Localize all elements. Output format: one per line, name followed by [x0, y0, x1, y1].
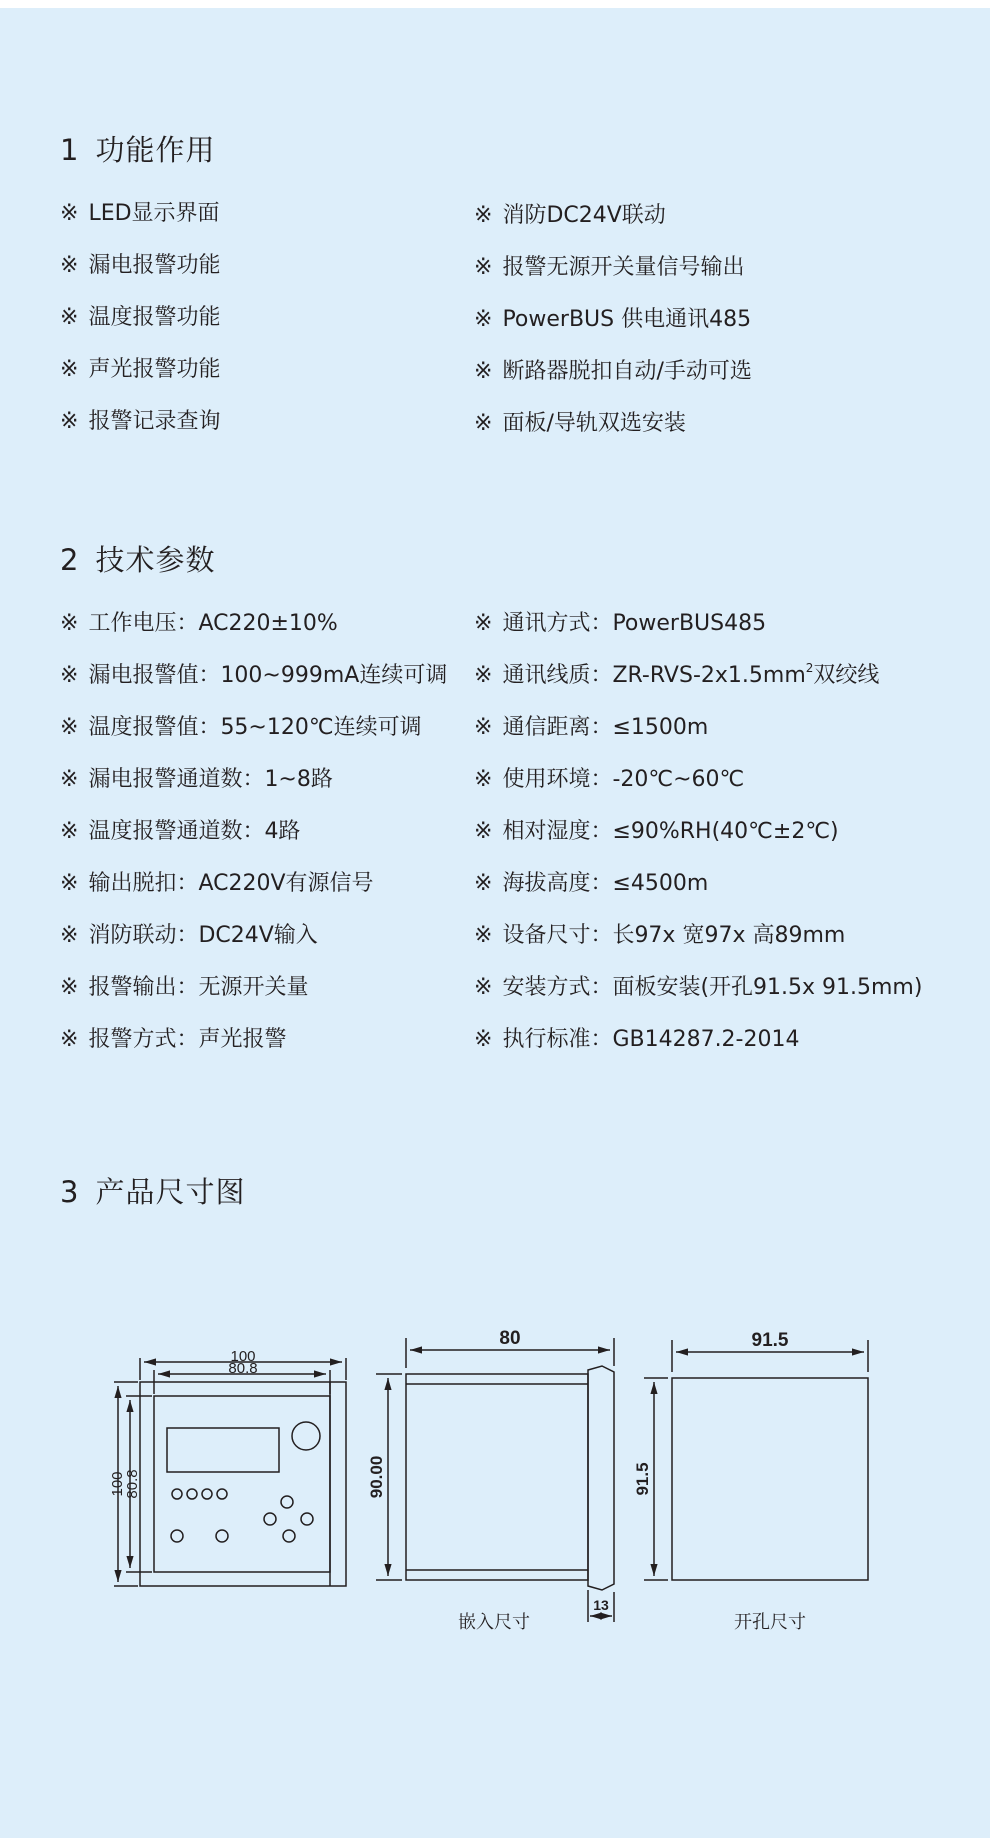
spec-text: 相对湿度：≤90%RH(40℃±2℃): [502, 819, 839, 844]
spec-text: 通讯线质：ZR-RVS-2x1.5mm: [502, 663, 806, 688]
reference-mark-icon: ※: [474, 359, 493, 384]
spec-text: 温度报警通道数：4路: [88, 819, 301, 844]
button-icon: [281, 1496, 293, 1508]
spec-text: 安装方式：面板安装(开孔91.5x 91.5mm): [502, 975, 923, 1000]
reference-mark-icon: ※: [60, 611, 79, 636]
reference-mark-icon: ※: [60, 253, 79, 278]
reference-mark-icon: ※: [474, 411, 493, 436]
button-icon: [171, 1530, 183, 1542]
side-view-drawing: [376, 1338, 614, 1622]
button-icon: [283, 1530, 295, 1542]
reference-mark-icon: ※: [60, 975, 79, 1000]
superscript-two: 2: [805, 661, 814, 675]
feature-text: 漏电报警功能: [88, 253, 221, 278]
feature-text: 报警记录查询: [88, 409, 221, 434]
spec-text-suffix: 双绞线: [813, 663, 880, 688]
dim-front-height-inner: 80.8: [124, 1469, 141, 1499]
front-view-drawing: [114, 1358, 346, 1586]
spec-text: 通信距离：≤1500m: [502, 715, 709, 740]
dim-side-bezel: 13: [593, 1597, 609, 1613]
section-title-text: 功能作用: [95, 133, 216, 167]
reference-mark-icon: ※: [474, 203, 493, 228]
spec-text: 温度报警值：55~120℃连续可调: [88, 715, 422, 740]
reference-mark-icon: ※: [474, 715, 493, 740]
feature-text: 消防DC24V联动: [502, 203, 666, 228]
feature-text: 面板/导轨双选安装: [502, 411, 686, 436]
feature-text: 报警无源开关量信号输出: [502, 255, 745, 280]
reference-mark-icon: ※: [60, 305, 79, 330]
section-number: 2: [60, 543, 80, 577]
spec-text: 工作电压：AC220±10%: [88, 611, 338, 636]
section-number: 3: [60, 1175, 80, 1209]
indicator-led-icon: [202, 1489, 212, 1499]
button-icon: [301, 1513, 313, 1525]
spec-text: 消防联动：DC24V输入: [88, 923, 318, 948]
reference-mark-icon: ※: [60, 1027, 79, 1052]
reference-mark-icon: ※: [474, 871, 493, 896]
spec-text: 漏电报警通道数：1~8路: [88, 767, 333, 792]
reference-mark-icon: ※: [474, 255, 493, 280]
dim-cutout-height: 91.5: [633, 1462, 652, 1496]
cutout-caption: 开孔尺寸: [734, 1612, 806, 1633]
reference-mark-icon: ※: [60, 767, 79, 792]
spec-text: 执行标准：GB14287.2-2014: [502, 1027, 800, 1052]
reference-mark-icon: ※: [60, 923, 79, 948]
button-icon: [216, 1530, 228, 1542]
dim-cutout-width: 91.5: [751, 1330, 789, 1351]
spec-text: 通讯方式：PowerBUS485: [502, 611, 767, 636]
spec-text: 报警方式：声光报警: [88, 1027, 287, 1052]
reference-mark-icon: ※: [474, 1027, 493, 1052]
feature-text: PowerBUS 供电通讯485: [502, 307, 752, 332]
dim-side-height: 90.00: [367, 1455, 386, 1499]
lcd-display: [167, 1428, 279, 1472]
reference-mark-icon: ※: [60, 409, 79, 434]
indicator-led-icon: [187, 1489, 197, 1499]
spec-text: 设备尺寸：长97x 宽97x 高89mm: [502, 923, 846, 948]
section-number: 1: [60, 133, 80, 167]
reference-mark-icon: ※: [474, 923, 493, 948]
reference-mark-icon: ※: [60, 201, 79, 226]
section-title-text: 产品尺寸图: [95, 1175, 246, 1209]
reference-mark-icon: ※: [60, 715, 79, 740]
spec-text: 输出脱扣：AC220V有源信号: [88, 871, 374, 896]
reference-mark-icon: ※: [60, 663, 79, 688]
cutout-rect: [672, 1378, 868, 1580]
reference-mark-icon: ※: [60, 819, 79, 844]
reference-mark-icon: ※: [474, 611, 493, 636]
reference-mark-icon: ※: [474, 663, 493, 688]
reference-mark-icon: ※: [60, 357, 79, 382]
feature-text: 声光报警功能: [88, 357, 221, 382]
reference-mark-icon: ※: [474, 975, 493, 1000]
indicator-led-icon: [172, 1489, 182, 1499]
spec-text: 报警输出：无源开关量: [88, 975, 309, 1000]
dim-front-width-inner: 80.8: [228, 1360, 258, 1377]
spec-text: 使用环境：-20℃~60℃: [502, 767, 745, 792]
front-outer-frame: [140, 1382, 346, 1586]
indicator-led-icon: [217, 1489, 227, 1499]
dim-front-height-outer: 100: [109, 1471, 126, 1497]
cutout-view-drawing: [644, 1340, 868, 1580]
dim-front-width-outer: 100: [230, 1348, 256, 1365]
side-bezel: [588, 1366, 614, 1590]
section-title-text: 技术参数: [95, 543, 216, 577]
reference-mark-icon: ※: [474, 819, 493, 844]
alarm-light-icon: [292, 1422, 320, 1450]
dim-side-depth: 80: [499, 1328, 521, 1349]
reference-mark-icon: ※: [474, 767, 493, 792]
feature-text: LED显示界面: [88, 201, 220, 226]
side-body: [406, 1374, 588, 1580]
reference-mark-icon: ※: [474, 307, 493, 332]
reference-mark-icon: ※: [60, 871, 79, 896]
spec-text: 海拔高度：≤4500m: [502, 871, 709, 896]
feature-text: 温度报警功能: [88, 305, 221, 330]
spec-text: 漏电报警值：100~999mA连续可调: [88, 663, 448, 688]
feature-text: 断路器脱扣自动/手动可选: [502, 359, 752, 384]
side-view-caption: 嵌入尺寸: [458, 1612, 530, 1633]
button-icon: [264, 1513, 276, 1525]
